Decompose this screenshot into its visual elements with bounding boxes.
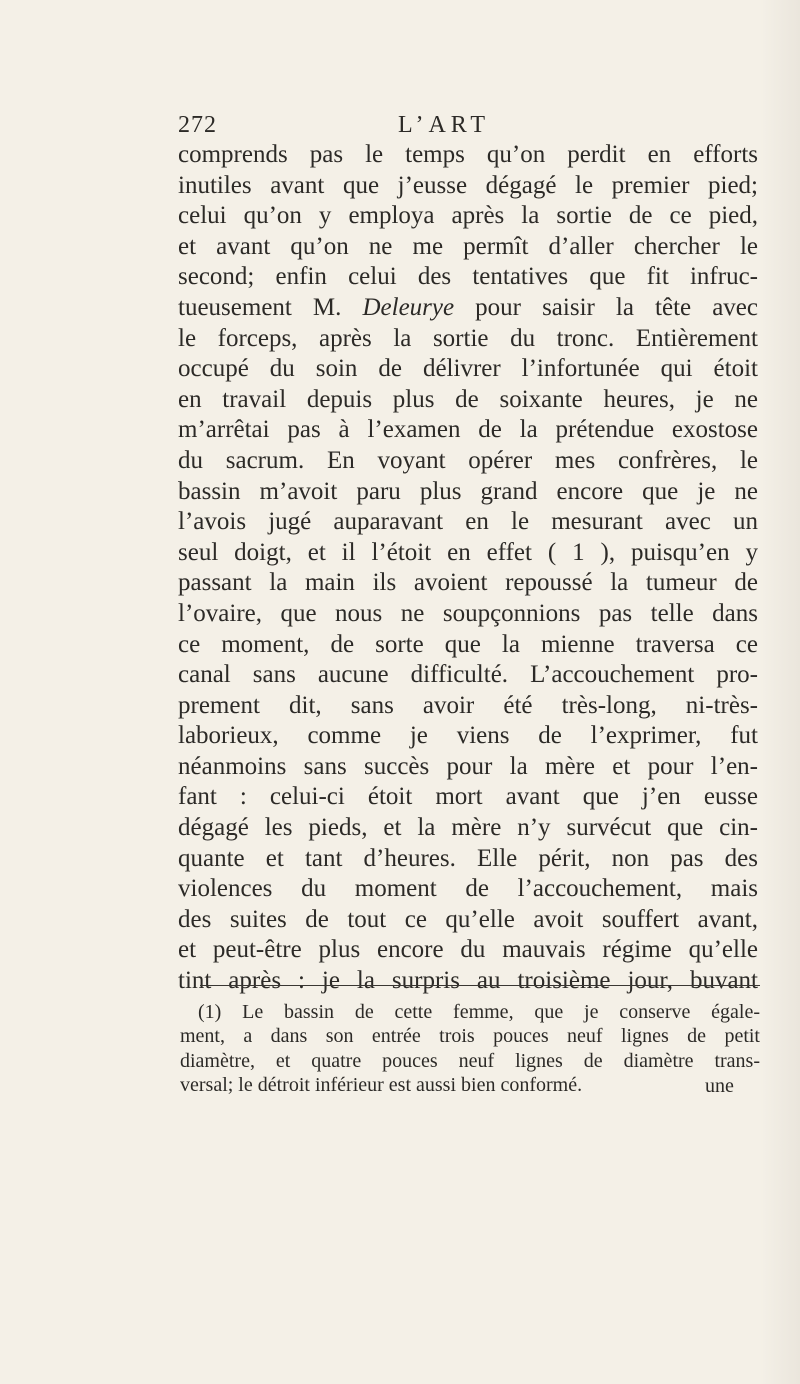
running-head: L’ART xyxy=(398,112,491,138)
text-line: fant : celui-ci étoit mort avant que j’en eusse xyxy=(178,783,758,811)
footnote-line: (1) Le bassin de cette femme, que je conserve égale- xyxy=(198,1001,760,1023)
text-line: en travail depuis plus de soixante heures, je ne xyxy=(178,385,758,413)
text-line: passant la main ils avoient repoussé la tumeur de xyxy=(178,569,758,597)
text-line: second; enfin celui des tentatives que fit infruc- xyxy=(178,263,758,291)
text-line: canal sans aucune difficulté. L’accouchement pro- xyxy=(178,661,758,689)
footnote-line: ment, a dans son entrée trois pouces neuf lignes de petit xyxy=(180,1025,760,1048)
text-line: le forceps, après la sortie du tronc. Entièrement xyxy=(178,324,758,352)
page-number: 272 xyxy=(178,112,217,138)
text-line: l’avois jugé auparavant en le mesurant avec un xyxy=(178,508,758,536)
text-line: inutiles avant que j’eusse dégagé le premier pied; xyxy=(178,171,758,199)
catchword: une xyxy=(705,1075,734,1097)
text-line: comprends pas le temps qu’on perdit en efforts xyxy=(178,141,758,168)
text-line: ce moment, de sorte que la mienne traversa ce xyxy=(178,630,758,658)
text-line: occupé du soin de délivrer l’infortunée qui étoit xyxy=(178,355,758,383)
page-edge-shadow xyxy=(760,0,800,1384)
footnote-line: versal; le détroit inférieur est aussi bien conformé. xyxy=(180,1074,583,1097)
text-line: néanmoins sans succès pour la mère et pour l’en- xyxy=(178,752,758,780)
text-line: et peut-être plus encore du mauvais régime qu’elle xyxy=(178,936,758,964)
text-line: tint après : je la surpris au troisième jour, buvant xyxy=(178,967,758,995)
text-line: quante et tant d’heures. Elle périt, non pas des xyxy=(178,844,758,872)
footnote-line: diamètre, et quatre pouces neuf lignes de diamètre trans- xyxy=(180,1049,760,1072)
text-line: tueusement M. Deleurye pour saisir la tête avec xyxy=(178,293,758,321)
text-line: violences du moment de l’accouchement, mais xyxy=(178,875,758,903)
text-line: m’arrêtai pas à l’examen de la prétendue exostose xyxy=(178,416,758,444)
text-line: l’ovaire, que nous ne soupçonnions pas telle dans xyxy=(178,599,758,627)
text-line: des suites de tout ce qu’elle avoit souffert avant, xyxy=(178,905,758,933)
text-line: dégagé les pieds, et la mère n’y survécut que cin- xyxy=(178,814,758,842)
page-header xyxy=(178,112,758,142)
text-line: celui qu’on y employa après la sortie de ce pied, xyxy=(178,202,758,230)
body-text xyxy=(178,140,758,997)
text-line: et avant qu’on ne me permît d’aller chercher le xyxy=(178,232,758,260)
footnote xyxy=(180,1000,760,1098)
text-line: du sacrum. En voyant opérer mes confrères, le xyxy=(178,446,758,474)
text-line: bassin m’avoit paru plus grand encore que je ne xyxy=(178,477,758,505)
text-line: prement dit, sans avoir été très-long, ni-très- xyxy=(178,691,758,719)
text-line: seul doigt, et il l’étoit en effet ( 1 ), puisqu’en y xyxy=(178,538,758,566)
text-line: laborieux, comme je viens de l’exprimer, fut xyxy=(178,722,758,750)
italic-name: Deleurye xyxy=(362,293,455,321)
footnote-rule xyxy=(200,985,760,986)
